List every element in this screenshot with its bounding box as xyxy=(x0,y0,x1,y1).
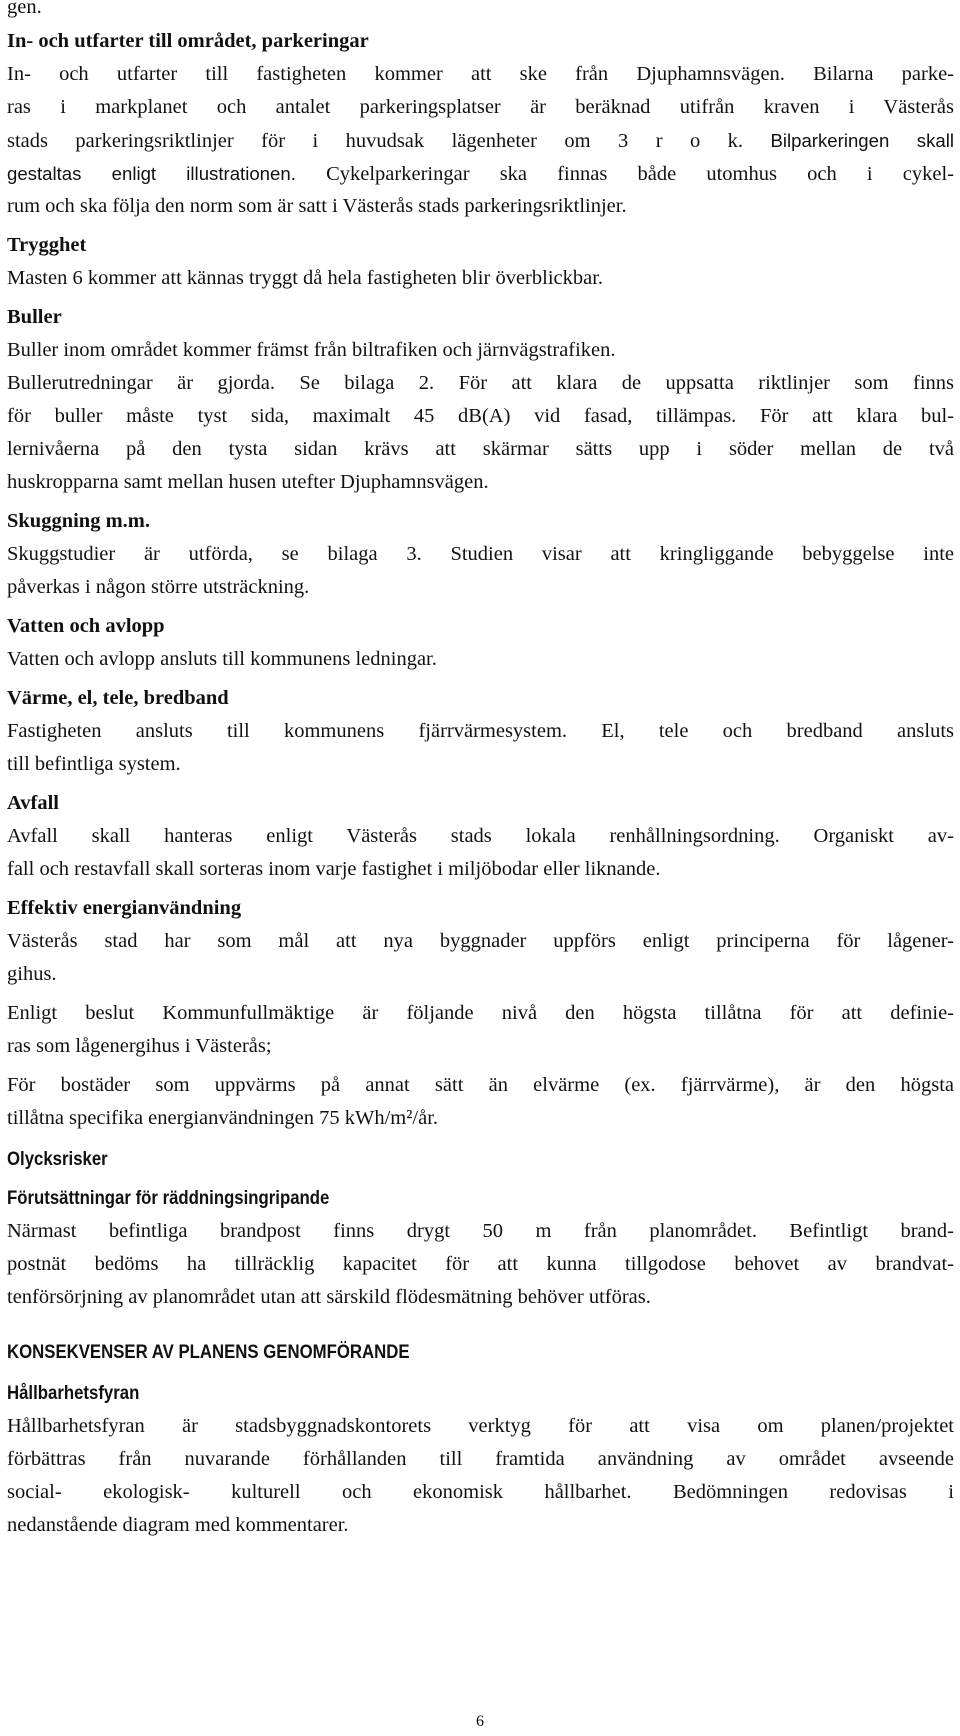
section-heading: Skuggning m.m. xyxy=(7,510,150,532)
section-heading: Buller xyxy=(7,306,62,328)
section-rescue-conditions xyxy=(7,1182,954,1314)
text-line: tillåtna specifika energianvändningen 75 kWh/m²/år. xyxy=(7,1107,439,1129)
text-line: för buller måste tyst sida, maximalt 45 dB(A) vid fasad, tillämpas. För att klara bul- xyxy=(7,405,954,427)
paragraph-low-energy-definition xyxy=(7,997,954,1063)
text-line: Bullerutredningar är gjorda. Se bilaga 2. För att klara de uppsatta riktlinjer som finns xyxy=(7,372,954,394)
text-line: nedanstående diagram med kommentarer. xyxy=(7,1514,349,1536)
text-line: gihus. xyxy=(7,963,57,985)
text-line: påverkas i någon större utsträckning. xyxy=(7,576,310,598)
text-line: Närmast befintliga brandpost finns drygt 50 m från planområdet. Befintligt brand- xyxy=(7,1220,954,1242)
section-heading: In- och utfarter till området, parkeringar xyxy=(7,30,369,52)
section-noise xyxy=(7,301,954,499)
text-line: fall och restavfall skall sorteras inom varje fastighet i miljöbodar eller liknande. xyxy=(7,858,661,880)
page-number: 6 xyxy=(476,1713,484,1730)
text-line: Fastigheten ansluts till kommunens fjärrvärmesystem. El, tele och bredband ansluts xyxy=(7,720,954,742)
section-heading: Vatten och avlopp xyxy=(7,615,165,637)
section-heading: Värme, el, tele, bredband xyxy=(7,687,229,709)
section-heading: Effektiv energianvändning xyxy=(7,897,242,919)
text-line: till befintliga system. xyxy=(7,753,181,775)
section-consequences xyxy=(7,1336,954,1369)
section-safety xyxy=(7,229,954,295)
section-sustainability xyxy=(7,1377,954,1542)
text-line: Skuggstudier är utförda, se bilaga 3. Studien visar att kringliggande bebyggelse inte xyxy=(7,543,954,565)
text-line: Avfall skall hanteras enligt Västerås stads lokala renhållningsordning. Organiskt av- xyxy=(7,825,954,847)
continued-text: gen. xyxy=(7,0,42,18)
section-waste xyxy=(7,787,954,886)
text-line: lernivåerna på den tysta sidan krävs att skärmar sätts upp i söder mellan de två xyxy=(7,438,954,460)
text-line: social- ekologisk- kulturell och ekonomisk hållbarhet. Bedömningen redovisas i xyxy=(7,1481,954,1503)
text-line: För bostäder som uppvärms på annat sätt än elvärme (ex. fjärrvärme), är den högsta xyxy=(7,1074,954,1096)
text-line: Enligt beslut Kommunfullmäktige är följande nivå den högsta tillåtna för att definie- xyxy=(7,1002,954,1024)
text-line: gestaltas enligt illustrationen. Cykelparkeringar ska finnas både utomhus och i cykel- xyxy=(7,163,954,185)
section-heading: Avfall xyxy=(7,792,60,814)
text-line: postnät bedöms ha tillräcklig kapacitet för att kunna tillgodose behovet av brandvat- xyxy=(7,1253,954,1275)
text-line: huskropparna samt mellan husen utefter Djuphamnsvägen. xyxy=(7,471,489,493)
text-line: Vatten och avlopp ansluts till kommunens ledningar. xyxy=(7,648,437,670)
text-line: Västerås stad har som mål att nya byggnader uppförs enligt principerna för lågener- xyxy=(7,930,954,952)
section-energy xyxy=(7,892,954,991)
section-water-sewage xyxy=(7,610,954,676)
text-line: ras i markplanet och antalet parkeringsplatser är beräknad utifrån kraven i Västerås xyxy=(7,96,954,118)
text-line: rum och ska följa den norm som är satt i Västerås stads parkeringsriktlinjer. xyxy=(7,195,627,217)
text-line: ras som lågenergihus i Västerås; xyxy=(7,1035,272,1057)
section-heading: Hållbarhetsfyran xyxy=(7,1382,140,1404)
section-shading xyxy=(7,505,954,604)
section-heading: Trygghet xyxy=(7,234,87,256)
text-line: Masten 6 kommer att kännas tryggt då hela fastigheten blir överblickbar. xyxy=(7,267,604,289)
paragraph-energy-limit xyxy=(7,1069,954,1135)
section-heading: Olycksrisker xyxy=(7,1148,108,1170)
text-line: Buller inom området kommer främst från biltrafiken och järnvägstrafiken. xyxy=(7,339,616,361)
section-heading: Förutsättningar för räddningsingripande xyxy=(7,1187,330,1209)
text-line: förbättras från nuvarande förhållanden till framtida användning av området avseende xyxy=(7,1448,954,1470)
text-line: Hållbarhetsfyran är stadsbyggnadskontorets verktyg för att visa om planen/projektet xyxy=(7,1415,954,1437)
text-line: tenförsörjning av planområdet utan att särskild flödesmätning behöver utföras. xyxy=(7,1286,651,1308)
text-line: In- och utfarter till fastigheten kommer att ske från Djuphamnsvägen. Bilarna parke- xyxy=(7,63,954,85)
chapter-heading: KONSEKVENSER AV PLANENS GENOMFÖRANDE xyxy=(7,1341,410,1363)
section-accident-risks xyxy=(7,1143,954,1176)
section-access-parking xyxy=(7,25,954,223)
section-heating-utilities xyxy=(7,682,954,781)
text-line: stads parkeringsriktlinjer för i huvudsak lägenheter om 3 r o k. Bilparkeringen skall xyxy=(7,130,954,152)
